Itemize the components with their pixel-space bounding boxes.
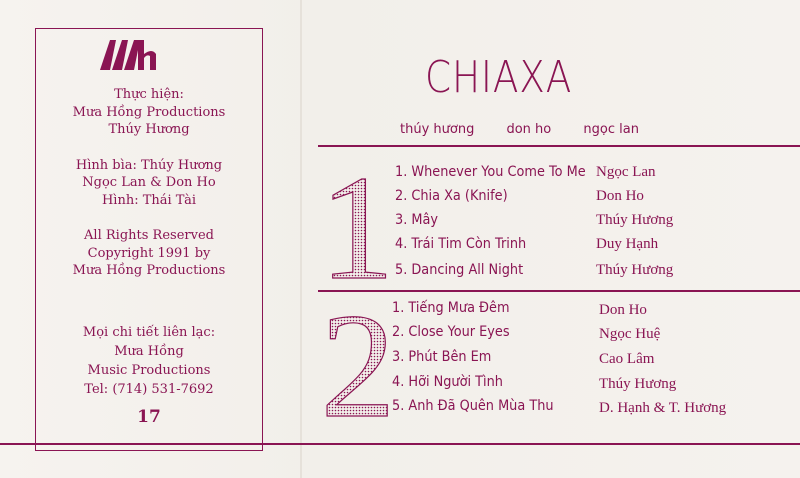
track-title: 5. Anh Đã Quên Mùa Thu	[392, 398, 554, 414]
track-title: 5. Dancing All Night	[395, 262, 524, 278]
contact-line: Mọi chi tiết liên lạc:	[82, 325, 216, 340]
fold-line	[300, 0, 302, 478]
production-credits	[36, 86, 262, 139]
side-1-numeral	[319, 145, 395, 311]
artist-list	[400, 122, 667, 137]
artist-name: ngọc lan	[583, 122, 639, 137]
side-1-label: 1	[319, 145, 395, 311]
credits-text	[36, 86, 262, 298]
track-title: 3. Phút Bên Em	[392, 349, 492, 365]
track-singer: Ngọc Lan	[596, 164, 656, 180]
track-singer: Ngọc Huệ	[599, 326, 661, 342]
track-title: 4. Hỡi Người Tình	[392, 374, 503, 390]
credit-line: Copyright 1991 by	[87, 245, 211, 261]
bottom-rule	[0, 443, 800, 445]
photo-credits	[36, 157, 262, 210]
track-title: 3. Mây	[395, 212, 439, 228]
rights-notice	[36, 227, 262, 280]
credit-line: Mưa Hồng Productions	[72, 104, 226, 120]
track-singer: Thúy Hương	[596, 262, 674, 278]
track-title: 1. Tiếng Mưa Đêm	[392, 300, 510, 316]
credit-line: Hình bìa: Thúy Hương	[75, 157, 223, 173]
contact-info	[36, 323, 262, 399]
side-2-numeral	[320, 283, 396, 449]
track-title: 4. Trái Tim Còn Trinh	[395, 236, 527, 252]
album-title: CHIAXA	[425, 52, 573, 103]
artist-name: thúy hương	[400, 122, 475, 137]
track-singer: Cao Lâm	[599, 351, 655, 367]
contact-line: Tel: (714) 531-7692	[84, 382, 214, 397]
credit-line: All Rights Reserved	[84, 228, 214, 243]
artist-name: don ho	[506, 122, 552, 137]
track-title: 2. Close Your Eyes	[392, 324, 510, 340]
credit-line: Hình: Thái Tài	[101, 192, 197, 208]
track-title: 1. Whenever You Come To Me	[395, 164, 586, 180]
credit-line: Thực hiện:	[114, 87, 184, 102]
track-singer: Don Ho	[599, 302, 647, 318]
track-singer: Duy Hạnh	[596, 236, 659, 252]
credit-line: Thúy Hương	[108, 122, 190, 137]
mua-hong-logo	[100, 40, 160, 70]
side-2-label: 2	[320, 283, 396, 449]
track-title: 2. Chia Xa (Knife)	[395, 188, 508, 204]
track-singer: Thúy Hương	[599, 376, 677, 392]
contact-line: Music Productions	[87, 363, 211, 378]
credit-line: Ngọc Lan & Don Ho	[82, 175, 216, 190]
track-singer: Thúy Hương	[596, 212, 674, 228]
contact-line: Mưa Hồng	[114, 344, 184, 359]
track-singer: Don Ho	[596, 188, 644, 204]
track-singer: D. Hạnh & T. Hương	[599, 400, 727, 416]
credit-line: Mưa Hồng Productions	[72, 263, 226, 278]
catalog-number: 17	[137, 407, 161, 427]
